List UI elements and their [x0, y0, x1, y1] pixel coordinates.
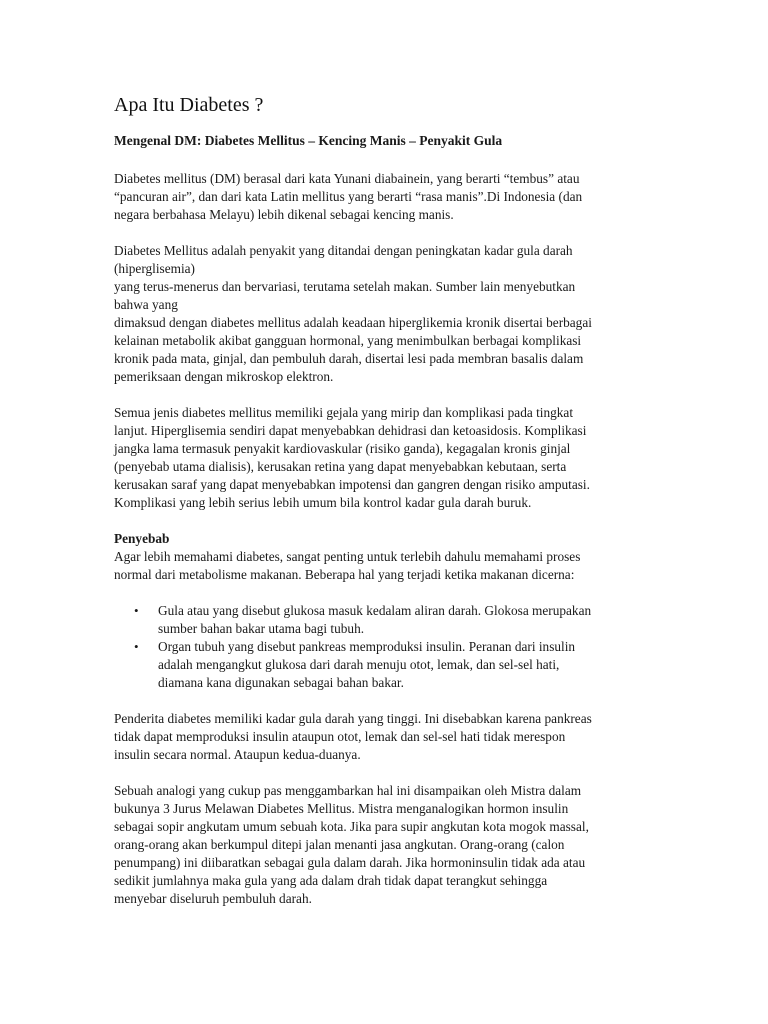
text-line: lanjut. Hiperglisemia sendiri dapat menyebabkan dehidrasi dan ketoasidosis. Komplikasi — [114, 423, 587, 438]
text-line: bukunya 3 Jurus Melawan Diabetes Mellitus. Mistra menganalogikan hormon insulin — [114, 801, 569, 816]
paragraph-complications — [114, 404, 656, 512]
text-line: penumpang) ini diibaratkan sebagai gula dalam darah. Jika hormoninsulin tidak ada atau — [114, 855, 586, 870]
text-line: bahwa yang — [114, 297, 178, 312]
paragraph-analogy — [114, 782, 656, 908]
text-line: sedikit jumlahnya maka gula yang ada dalam drah tidak dapat terangkut sehingga — [114, 873, 548, 888]
bullet-item — [134, 638, 656, 692]
text-line: yang terus-menerus dan bervariasi, terutama setelah makan. Sumber lain menyebutkan — [114, 279, 576, 294]
text-line: Organ tubuh yang disebut pankreas memproduksi insulin. Peranan dari insulin — [158, 639, 576, 654]
text-line: (penyebab utama dialisis), kerusakan retina yang dapat menyebabkan kebutaan, serta — [114, 459, 567, 474]
page-title: Apa Itu Diabetes ? — [114, 94, 264, 116]
text-line: kronik pada mata, ginjal, dan pembuluh darah, disertai lesi pada membran basalis dalam — [114, 351, 584, 366]
text-line: orang-orang akan berkumpul ditepi jalan menanti jasa angkutan. Orang-orang (calon — [114, 837, 565, 852]
text-line: kelainan metabolik akibat gangguan hormonal, yang menimbulkan berbagai komplikasi — [114, 333, 582, 348]
text-line: diamana kana digunakan sebagai bahan bakar. — [158, 675, 404, 690]
text-line: sebagai sopir angkutam umum sebuah kota. Jika para supir angkutan kota mogok massal, — [114, 819, 589, 834]
text-line: Semua jenis diabetes mellitus memiliki gejala yang mirip dan komplikasi pada tingkat — [114, 405, 574, 420]
text-line: tidak dapat memproduksi insulin ataupun otot, lemak dan sel-sel hati tidak merespon — [114, 729, 566, 744]
text-line: (hiperglisemia) — [114, 261, 195, 276]
text-line: “pancuran air”, dan dari kata Latin mellitus yang berarti “rasa manis”.Di Indonesia (dan — [114, 189, 583, 204]
bullet-icon: • — [134, 639, 139, 654]
text-line: Diabetes Mellitus adalah penyakit yang ditandai dengan peningkatan kadar gula darah — [114, 243, 573, 258]
paragraph-causes-intro — [114, 530, 656, 584]
paragraph-high-blood-sugar — [114, 710, 656, 764]
text-line: menyebar diseluruh pembuluh darah. — [114, 891, 312, 906]
bullet-list — [114, 602, 656, 692]
section-heading-penyebab: Penyebab — [114, 531, 170, 546]
text-line: pemeriksaan dengan mikroskop elektron. — [114, 369, 334, 384]
text-line: Agar lebih memahami diabetes, sangat penting untuk terlebih dahulu memahami proses — [114, 549, 581, 564]
paragraph-definition-medical — [114, 242, 656, 386]
text-line: insulin secara normal. Ataupun kedua-duanya. — [114, 747, 361, 762]
text-line: negara berbahasa Melayu) lebih dikenal sebagai kencing manis. — [114, 207, 454, 222]
document-subtitle: Mengenal DM: Diabetes Mellitus – Kencing Manis – Penyakit Gula — [114, 133, 503, 148]
text-line: dimaksud dengan diabetes mellitus adalah keadaan hiperglikemia kronik disertai berbagai — [114, 315, 592, 330]
bullet-icon: • — [134, 603, 139, 618]
text-line: Diabetes mellitus (DM) berasal dari kata Yunani diabainein, yang berarti “tembus” atau — [114, 171, 580, 186]
text-line: Gula atau yang disebut glukosa masuk kedalam aliran darah. Glokosa merupakan — [158, 603, 592, 618]
text-line: Komplikasi yang lebih serius lebih umum bila kontrol kadar gula darah buruk. — [114, 495, 532, 510]
text-line: kerusakan saraf yang dapat menyebabkan impotensi dan gangren dengan risiko amputasi. — [114, 477, 590, 492]
bullet-item — [134, 602, 656, 638]
paragraph-definition-origin — [114, 170, 656, 224]
text-line: adalah mengangkut glukosa dari darah menuju otot, lemak, dan sel-sel hati, — [158, 657, 560, 672]
text-line: jangka lama termasuk penyakit kardiovaskular (risiko ganda), kegagalan kronis ginjal — [114, 441, 571, 456]
text-line: normal dari metabolisme makanan. Beberapa hal yang terjadi ketika makanan dicerna: — [114, 567, 575, 582]
text-line: sumber bahan bakar utama bagi tubuh. — [158, 621, 365, 636]
text-line: Sebuah analogi yang cukup pas menggambarkan hal ini disampaikan oleh Mistra dalam — [114, 783, 582, 798]
text-line: Penderita diabetes memiliki kadar gula darah yang tinggi. Ini disebabkan karena pankreas — [114, 711, 592, 726]
